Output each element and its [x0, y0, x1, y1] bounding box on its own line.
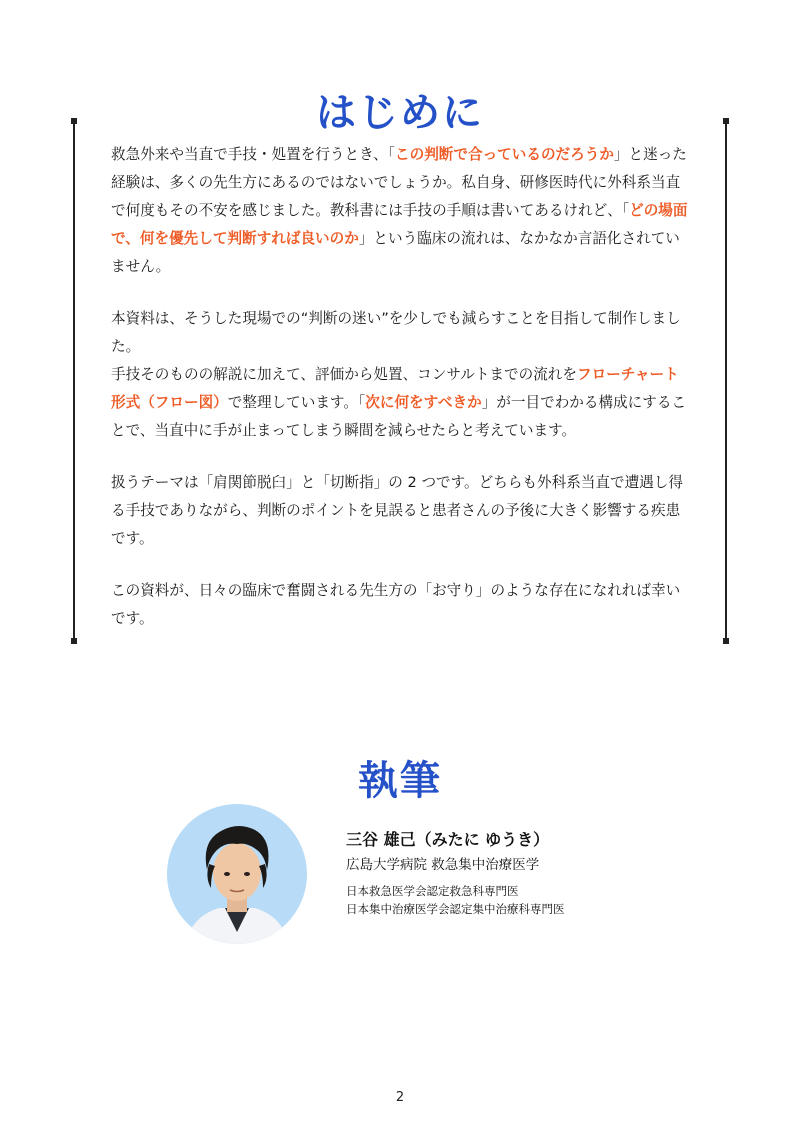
left-bracket-bottom-cap	[71, 638, 77, 644]
right-bracket-line	[725, 121, 727, 641]
author-section-title: 執筆	[358, 757, 442, 804]
intro-paragraph-1	[111, 141, 691, 281]
highlighted-text: 次に何をすべきか	[365, 394, 482, 411]
right-bracket-top-cap	[723, 118, 729, 124]
paragraph-text: 扱うテーマは「肩関節脱臼」と「切断指」の 2 つです。どちらも外科系当直で遭遇し得る手技でありながら、判断のポイントを見誤ると患者さんの予後に大きく影響する疾患です。	[111, 474, 683, 547]
paragraph-text: 」が一目でわかる構成にすることで、当直中に手が止まってしまう瞬間を減らせたらと考えています。	[111, 394, 687, 439]
author-certification: 日本救急医学会認定救急科専門医	[346, 884, 519, 898]
highlighted-text: どの場面で、何を優先して判断すれば良いのか	[111, 202, 688, 247]
page-number: 2	[395, 1090, 405, 1105]
author-certification: 日本集中治療医学会認定集中治療科専門医	[346, 902, 565, 916]
paragraph-text: この資料が、日々の臨床で奮闘される先生方の「お守り」のような存在になれれば幸いです。	[111, 582, 681, 627]
highlighted-text: フローチャート形式（フロー図）	[111, 366, 679, 411]
paragraph-text: 救急外来や当直で手技・処置を行うとき、「	[111, 146, 395, 163]
author-avatar	[167, 804, 307, 944]
left-bracket-line	[73, 121, 75, 641]
author-info	[346, 826, 565, 918]
author-name: 三谷 雄己（みたに ゆうき）	[346, 830, 550, 849]
right-bracket-bottom-cap	[723, 638, 729, 644]
intro-body	[111, 141, 691, 657]
paragraph-text: 」と迷った経験は、多くの先生方にあるのではないでしょうか。私自身、研修医時代に外科系当直で何度もその不安を感じました。教科書には手技の手順は書いてあるけれど、「	[111, 146, 687, 219]
paragraph-text: 」という臨床の流れは、なかなか言語化されていません。	[111, 230, 680, 275]
paragraph-text: で整理しています。「	[227, 394, 366, 411]
left-bracket-top-cap	[71, 118, 77, 124]
paragraph-text: 手技そのものの解説に加えて、評価から処置、コンサルトまでの流れを	[111, 366, 577, 383]
intro-paragraph-4	[111, 469, 691, 553]
intro-paragraph-3	[111, 361, 691, 445]
paragraph-text: 本資料は、そうした現場での“判断の迷い”を少しでも減らすことを目指して制作しました。	[111, 310, 681, 355]
highlighted-text: この判断で合っているのだろうか	[395, 146, 614, 163]
intro-paragraph-2	[111, 305, 691, 361]
author-affiliation: 広島大学病院 救急集中治療医学	[346, 857, 540, 873]
intro-paragraph-5	[111, 577, 691, 633]
author-portrait-icon	[167, 804, 307, 944]
intro-title: はじめに	[316, 89, 484, 136]
